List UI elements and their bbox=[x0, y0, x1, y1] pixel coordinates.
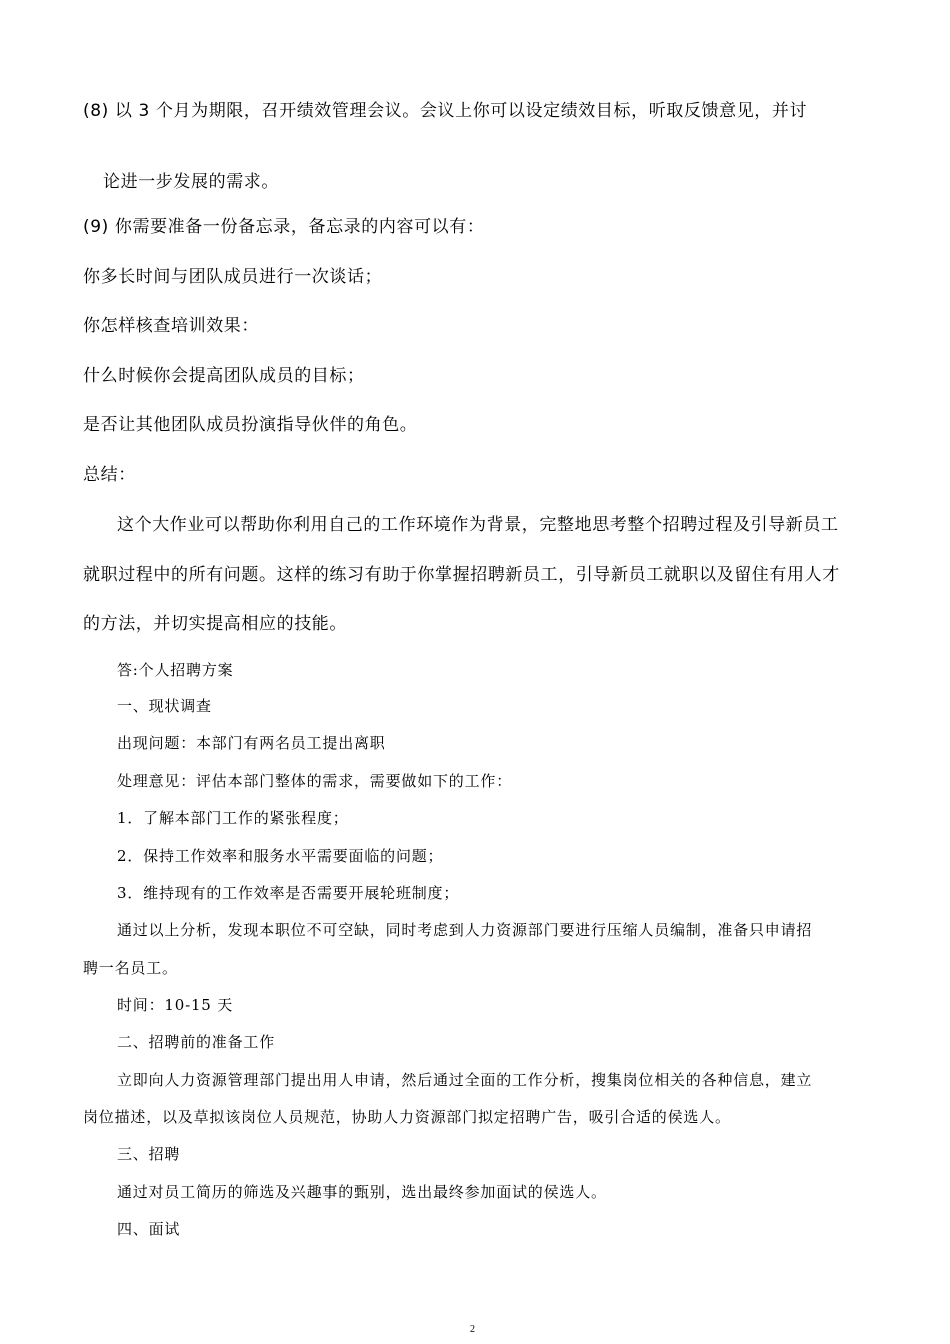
prep-line: 立即向人力资源管理部门提出用人申请，然后通过全面的工作分析，搜集岗位相关的各种信息，建立 bbox=[117, 1071, 813, 1089]
time-text: 时间：10-15 天 bbox=[117, 996, 234, 1014]
page-number: 2 bbox=[470, 1324, 475, 1335]
prep-line: 岗位描述，以及草拟该岗位人员规范，协助人力资源部门拟定招聘广告，吸引合适的侯选人。 bbox=[83, 1108, 731, 1126]
summary-line: 就职过程中的所有问题。这样的练习有助于你掌握招聘新员工，引导新员工就职以及留住有用人才 bbox=[83, 565, 840, 585]
problem-text: 出现问题：本部门有两名员工提出离职 bbox=[117, 734, 386, 752]
task-item: 1．了解本部门工作的紧张程度； bbox=[117, 809, 349, 827]
section-heading: 二、招聘前的准备工作 bbox=[117, 1033, 276, 1051]
section-heading: 四、面试 bbox=[117, 1220, 181, 1238]
memo-item: 你怎样核查培训效果： bbox=[83, 316, 259, 336]
analysis-line: 通过以上分析，发现本职位不可空缺，同时考虑到人力资源部门要进行压缩人员编制，准备只申请招 bbox=[117, 921, 813, 939]
item-8-line-2: 论进一步发展的需求。 bbox=[103, 172, 279, 192]
recruit-text: 通过对员工简历的筛选及兴趣事的甄别，选出最终参加面试的侯选人。 bbox=[117, 1183, 607, 1201]
analysis-line: 聘一名员工。 bbox=[83, 959, 178, 977]
summary-line: 的方法，并切实提高相应的技能。 bbox=[83, 614, 347, 634]
summary-heading: 总结： bbox=[83, 465, 136, 485]
opinion-text: 处理意见：评估本部门整体的需求，需要做如下的工作： bbox=[117, 772, 513, 790]
section-heading: 一、现状调查 bbox=[117, 697, 212, 715]
summary-line: 这个大作业可以帮助你利用自己的工作环境作为背景，完整地思考整个招聘过程及引导新员工 bbox=[117, 515, 839, 535]
task-item: 2．保持工作效率和服务水平需要面临的问题； bbox=[117, 847, 444, 865]
memo-item: 是否让其他团队成员扮演指导伙伴的角色。 bbox=[83, 415, 418, 435]
item-9: (9) 你需要准备一份备忘录，备忘录的内容可以有： bbox=[83, 217, 485, 237]
memo-item: 你多长时间与团队成员进行一次谈话； bbox=[83, 267, 383, 287]
answer-title: 答:个人招聘方案 bbox=[117, 661, 234, 679]
memo-item: 什么时候你会提高团队成员的目标； bbox=[83, 366, 365, 386]
section-heading: 三、招聘 bbox=[117, 1145, 181, 1163]
task-item: 3．维持现有的工作效率是否需要开展轮班制度； bbox=[117, 884, 460, 902]
item-8-line-1: (8) 以 3 个月为期限，召开绩效管理会议。会议上你可以设定绩效目标，听取反馈意见，并讨 bbox=[83, 101, 808, 121]
